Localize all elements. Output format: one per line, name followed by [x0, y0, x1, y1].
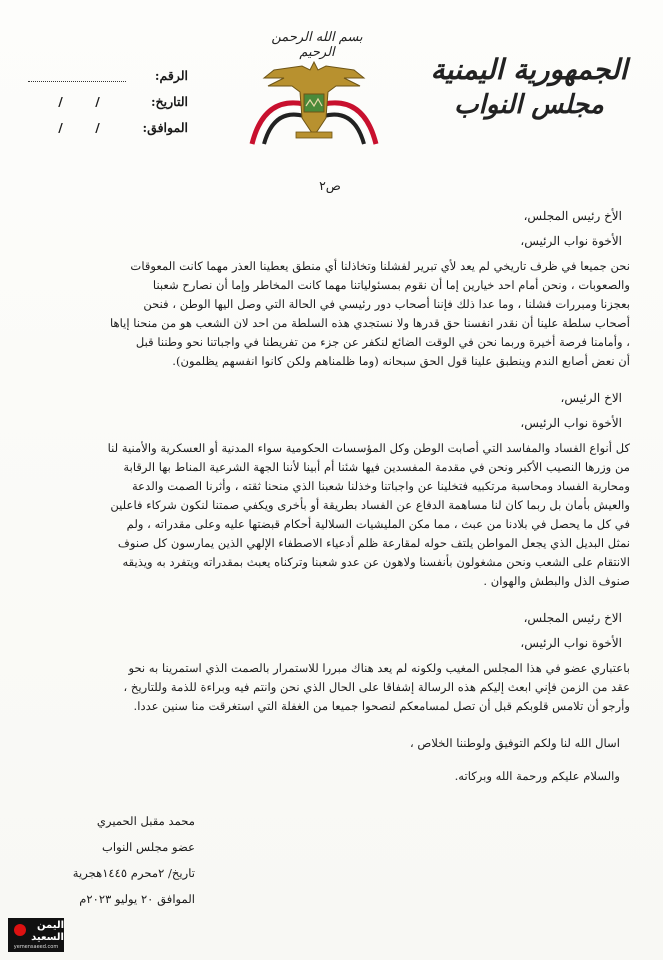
letterhead — [0, 0, 663, 175]
section-3 — [30, 609, 630, 716]
closing-greeting: والسلام عليكم ورحمة الله وبركاته. — [454, 769, 620, 783]
republic-title — [429, 52, 629, 122]
watermark-title: اليمن السعيد — [31, 919, 64, 943]
text-line: وأرجو أن تلامس قلوبكم قبل أن تصل لمسامعكم لنصحوا جميعا من الغفلة التي استغرقت منا سنين عددا. — [133, 699, 630, 713]
watermark-dot-icon — [14, 924, 26, 936]
paragraph — [30, 659, 630, 716]
ref-label: الرقم: — [154, 67, 188, 83]
ref-dotted-line — [28, 69, 126, 82]
reference-block — [28, 62, 188, 140]
basmala: بسم الله الرحمن الرحيم — [271, 30, 363, 60]
text-line: نحن جميعا في ظرف تاريخي لم يعد لأي تبرير لفشلنا وتخاذلنا أي منطق يعطينا العذر مهما كانت المعوقات — [130, 259, 630, 273]
salutation: الاخ رئيس المجلس، — [523, 611, 622, 625]
corresp-slashes: / / — [58, 119, 100, 135]
signer-name: محمد مقبل الحميري — [96, 814, 195, 828]
republic-name: الجمهورية اليمنية — [430, 53, 628, 86]
section-2 — [30, 389, 630, 591]
text-line: صنوف الذل والبطش والهوان . — [483, 574, 630, 588]
corresp-label: الموافق: — [142, 119, 188, 135]
page-number: ص٢ — [319, 178, 341, 193]
yemen-emblem-icon — [244, 56, 384, 146]
salutation: الأخوة نواب الرئيس، — [520, 636, 622, 650]
text-line: الانتقام على الشعب ونحن مشغولون بأنفسنا ولاهون عن عدو شعبنا وتركناه يعبث بمقدراته ويتفرد به ويذيقه — [122, 555, 630, 569]
parliament-name: مجلس النواب — [454, 90, 604, 120]
text-line: باعتباري عضو في هذا المجلس المغيب ولكونه لم يعد هناك مبررا للاستمرار بالصمت الذي استمرينا به نحو — [128, 661, 630, 675]
date-label: التاريخ: — [150, 93, 188, 109]
text-line: عقد من الزمن فإني ابعث إليكم هذه الرسالة إشفاقا على الحال الذي نحن وانتم فيه وبراءة للذمة وللتاريخ ، — [123, 680, 630, 694]
text-line: كل أنواع الفساد والمفاسد التي أصابت الوطن وكل المؤسسات الحكومية سواء المدنية أو العسكرية والأمنية لنا — [107, 441, 630, 455]
text-line: بعجزنا ومبررات فشلنا ، وما عدا ذلك فإننا أصحاب دور رئيسي في الحالة التي وصل اليها الوطن ، فنحن — [143, 297, 630, 311]
gregorian-date: الموافق ٢٠ يوليو ٢٠٢٣م — [79, 892, 195, 906]
closing — [30, 734, 630, 786]
hijri-date: تاريخ/ ٢محرم ١٤٤٥هجرية — [72, 866, 195, 880]
salutation: الأخ رئيس المجلس، — [523, 209, 622, 223]
section-1 — [30, 207, 630, 371]
text-line: والصعوبات ، ونحن أمام احد خيارين إما أن نقوم بمسئولياتنا مهما كانت المخاطر وإما أن نصارح شعبنا — [152, 278, 630, 292]
ref-row — [28, 62, 188, 88]
signer-title: عضو مجلس النواب — [101, 840, 195, 854]
text-line: في كل ما يحصل في بلادنا من عبث ، مما مكن المليشيات السلالية أحكام قبضتها عليه وعلى مقدراته ، ولم — [126, 517, 630, 531]
salutation: الأخوة نواب الرئيس، — [520, 416, 622, 430]
salutation: الأخوة نواب الرئيس، — [520, 234, 622, 248]
date-slashes: / / — [58, 93, 100, 109]
paragraph — [30, 439, 630, 591]
text-line: ومحاربة الفساد ومحاسبة مرتكبيه فتخلينا عن واجباتنا وخذلنا شعبنا الذي منحنا ثقته ، وأثرنا الصمت والدعة — [131, 479, 630, 493]
signature-block — [35, 808, 195, 912]
salutation: الاخ الرئيس، — [560, 391, 622, 405]
text-line: نمثل البديل الذي يجعل المواطن يلتف حوله لمقارعة ظلم أدعياء الاصطفاء الإلهي الذين يمارسون كل صنوف — [117, 536, 630, 550]
watermark-logo — [8, 918, 64, 952]
closing-prayer: اسال الله لنا ولكم التوفيق ولوطننا الخلاص ، — [409, 736, 620, 750]
date-row — [28, 88, 188, 114]
paragraph — [30, 257, 630, 371]
text-line: من وزرها النصيب الأكبر ونحن في مقدمة المفسدين فيها شئنا أم أبينا لأننا الجهة الشرعية المناط بها الرقابة — [123, 460, 630, 474]
letter-body — [30, 176, 630, 800]
text-line: أصحاب سلطة علينا أن نقدر انفسنا حق قدرها ولا نستجدي هذه السلطة من احد لان الشعب هو من منحنا إياها — [109, 316, 630, 330]
text-line: والعيش بأمان بل ربما كان لنا مساهمة الدفاع عن الفساد بطريقة أو بأخرى ويكفي صمتنا لنكون شركاء فاعلين — [110, 498, 630, 512]
text-line: ، وأمامنا فرصة أخيرة وربما نحن في الوقت الضائع لنكفر عن جزء من تفريطنا في واجباتنا نحو وطننا قبل — [135, 335, 630, 349]
text-line: أن نعض أصابع الندم وينطبق علينا قول الحق سبحانه (وما ظلمناهم ولكن كانوا انفسهم يظلمون). — [172, 354, 630, 368]
watermark-url: yemensaeed.com — [13, 943, 59, 950]
corresp-row — [28, 114, 188, 140]
